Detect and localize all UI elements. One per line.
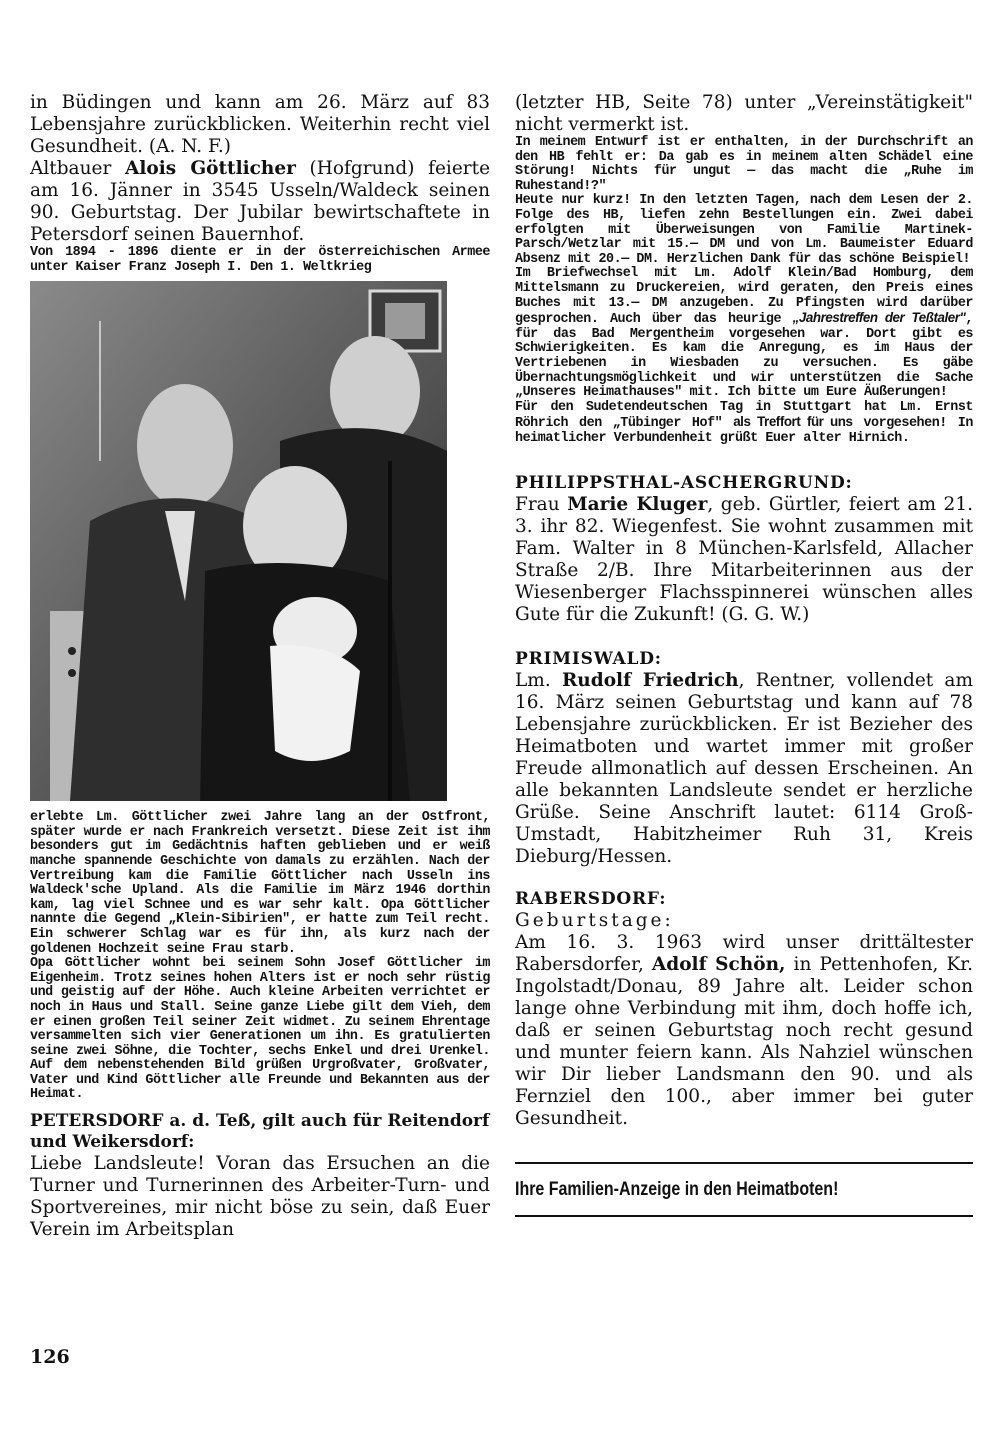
philippsthal-text [515, 494, 973, 626]
text-part: Lm. [515, 670, 562, 692]
person-name-marie: Marie Kluger [567, 494, 708, 516]
ad-rule-bottom [515, 1215, 973, 1217]
text-part: in Pettenhofen, Kr. Ingolstadt/Donau, 89 Jahre alt. Leider schon lange ohne Verbindung mit ihm, doch hoffe ich, daß er seinen Geburtstag noch recht gesund und munter feiern kann. Als Nahziel wünschen wir Dir lieber Landsmann den 90. und als Fernziel den 100., aber immer bei guter Gesundheit. [515, 954, 973, 1130]
intro-paragraph-2 [30, 158, 490, 246]
page-number: 126 [30, 1346, 70, 1368]
ad-rule-top [515, 1162, 973, 1164]
person-name-adolf: Adolf Schön, [651, 954, 786, 976]
letter-text-part: vorgesehen! In heimatlicher Verbundenheit grüßt Euer alter Hirnich. [515, 416, 973, 446]
continued-paragraph: (letzter HB, Seite 78) unter „Vereinstätigkeit" nicht vermerkt ist. [515, 92, 973, 135]
philippsthal-paragraph [515, 494, 973, 626]
family-photo [30, 281, 447, 801]
left-column [30, 92, 490, 1241]
text-part: , Rentner, vollendet am 16. März seinen Geburtstag und kann auf 78 Lebensjahre zurückblicken. Er ist Bezieher des Heimatboten und wartet immer mit großer Freude allmonatlich auf dessen Erscheinen. An alle bekannten Landsleute sendet er herzliche Grüße. Seine Anschrift lautet: 6114 Groß-Umstadt, Habitzheimer Ruh 31, Kreis Dieburg/Hessen. [515, 670, 974, 868]
primiswald-text [515, 670, 973, 868]
story-paragraph-1: erlebte Lm. Göttlicher zwei Jahre lang an der Ostfront, später wurde er nach Frankreich versetzt. Diese Zeit ist ihm besonders gut im Gedächtnis haften geblieben und er weiß manche spannende Geschichte von damals zu erzählen. Nach der Vertreibung kam die Familie Göttlicher nach Usseln ins Waldeck'sche Upland. Als die Familie im März 1946 dorthin kam, lag viel Schnee und es war sehr kalt. Opa Göttlicher nannte die Gegend „Klein-Sibirien", er hatte zum Teil recht. Ein schwerer Schlag war es für ihn, als kurz nach der goldenen Hochzeit seine Frau starb. [30, 810, 490, 957]
section-heading-philippsthal: PHILIPPSTHAL-ASCHERGRUND: [515, 473, 853, 494]
story-paragraph-2: Opa Göttlicher wohnt bei seinem Sohn Josef Göttlicher im Eigenheim. Trotz seines hohen Alters ist er noch sehr rüstig und geistig auf der Höhe. Auch kleine Arbeiten verrichtet er noch in Haus und Stall. Seine ganze Liebe gilt dem Vieh, dem er einen großen Teil seiner Zeit widmet. Zu seinem Ehrentage versammelten sich vier Generationen um ihn. Es gratulierten seine zwei Söhne, die Tochter, sechs Enkel und drei Urenkel. Auf dem nebenstehenden Bild grüßen Urgroßvater, Großvater, Vater und Kind Göttlicher alle Freunde und Bekannten aus der Heimat. [30, 956, 490, 1103]
letter-text-part: , für das Bad Mergentheim vorgesehen war. Dort gibt es Schwierigkeiten. Es kam die Anregung, es im Haus der Vertriebenen in Wiesbaden zu versuchen. Es gäbe Übernachtungsmöglichkeit und wir unterstützen die Sache „Unseres Heimathauses" mit. Ich bitte um Eure Äußerungen! [515, 312, 973, 401]
section-heading-petersdorf: PETERSDORF a. d. Teß, gilt auch für Reitendorf und Weikersdorf: [30, 1111, 490, 1153]
text-part: Am 16. 3. 1963 wird unser drittältester Rabersdorfer, [515, 932, 973, 976]
intro-small-text [30, 246, 490, 275]
rabersdorf-text [515, 932, 973, 1130]
letter-text-part: Im Briefwechsel mit Lm. Adolf Klein/Bad Homburg, dem Mittelsmann zu Druckereien, wird geraten, den Preis eines Buches mit 13.— DM anzugeben. Zu Pfingsten wird darüber gesprochen. Auch über das heurige [515, 266, 973, 328]
person-name-alois: Alois Göttlicher [124, 158, 296, 179]
subheading-geburtstage: Geburtstage: [515, 910, 674, 932]
text-part: Frau [515, 494, 568, 516]
intro-text [30, 92, 490, 246]
petersdorf-text [30, 1153, 490, 1241]
intro-paragraph-1: in Büdingen und kann am 26. März auf 83 Lebensjahre zurückblicken. Weiterhin recht viel Gesundheit. (A. N. F.) [30, 92, 490, 157]
section-heading-rabersdorf: RABERSDORF: [515, 889, 667, 910]
intro-small-paragraph: Von 1894 - 1896 diente er in der österreichischen Armee unter Kaiser Franz Joseph I. Den 1. Weltkrieg [30, 245, 490, 275]
section-heading-primiswald: PRIMISWALD: [515, 649, 662, 670]
primiswald-paragraph [515, 670, 973, 868]
rabersdorf-paragraph [515, 932, 973, 1130]
letter-text-part: Für den Sudetendeutschen Tag in Stuttgart hat Lm. Ernst Röhrich den „Tübinger Hof" [515, 399, 973, 432]
letter-paragraph-1: In meinem Entwurf ist er enthalten, in der Durchschrift an den HB fehlt er: Da gab es in meinem alten Schädel eine Störung! Nichts für ungut — das macht die „Ruhe im Ruhestand!?" [515, 135, 973, 194]
family-ad-banner: Ihre Familien-Anzeige in den Heimatboten! [515, 1178, 839, 1201]
treffort-emphasis: als Treffort für uns [733, 414, 853, 430]
text-part: , geb. Gürtler, feiert am 21. 3. ihr 82. Wiegenfest. Sie wohnt zusammen mit Fam. Walter in 8 München-Karlsfeld, Allacher Straße 2/B. Ihre Mitarbeiterinnen aus der Wiesenberger Flachsspinnerei wünschen alles Gute für die Zukunft! (G. G. W.) [515, 494, 973, 626]
family-photo-image [30, 281, 447, 801]
right-column [515, 92, 973, 1217]
continued-text [515, 92, 973, 136]
person-name-rudolf: Rudolf Friedrich [561, 670, 739, 692]
letter-paragraph-4 [515, 401, 973, 447]
letter-paragraph-3 [515, 267, 973, 400]
story-small-text [30, 811, 490, 1103]
intro-text-part: Altbauer [30, 158, 125, 179]
intro-text-part: (Hofgrund) feierte am 16. Jänner in 3545 Usseln/Waldeck seinen 90. Geburtstag. Der Jubilar bewirtschaftete in Petersdorf seinen Bauernhof. [30, 158, 491, 245]
letter-small-text [515, 136, 973, 446]
event-name-jahrestreffen: „Jahrestreffen der Teßtaler" [792, 310, 966, 326]
petersdorf-paragraph: Liebe Landsleute! Voran das Ersuchen an die Turner und Turnerinnen des Arbeiter-Turn- und Sportvereines, mir nicht böse zu sein, daß Euer Verein im Arbeitsplan [30, 1153, 490, 1241]
letter-paragraph-2: Heute nur kurz! In den letzten Tagen, nach dem Lesen der 2. Folge des HB, liefen zehn Bestellungen ein. Zwei dabei erfolgten mit Überweisungen von Familie Martinek-Parsch/Wetzlar mit 15.— DM und von Lm. Baumeister Eduard Absenz mit 20.— DM. Herzlichen Dank für das schöne Beispiel! [515, 193, 973, 267]
